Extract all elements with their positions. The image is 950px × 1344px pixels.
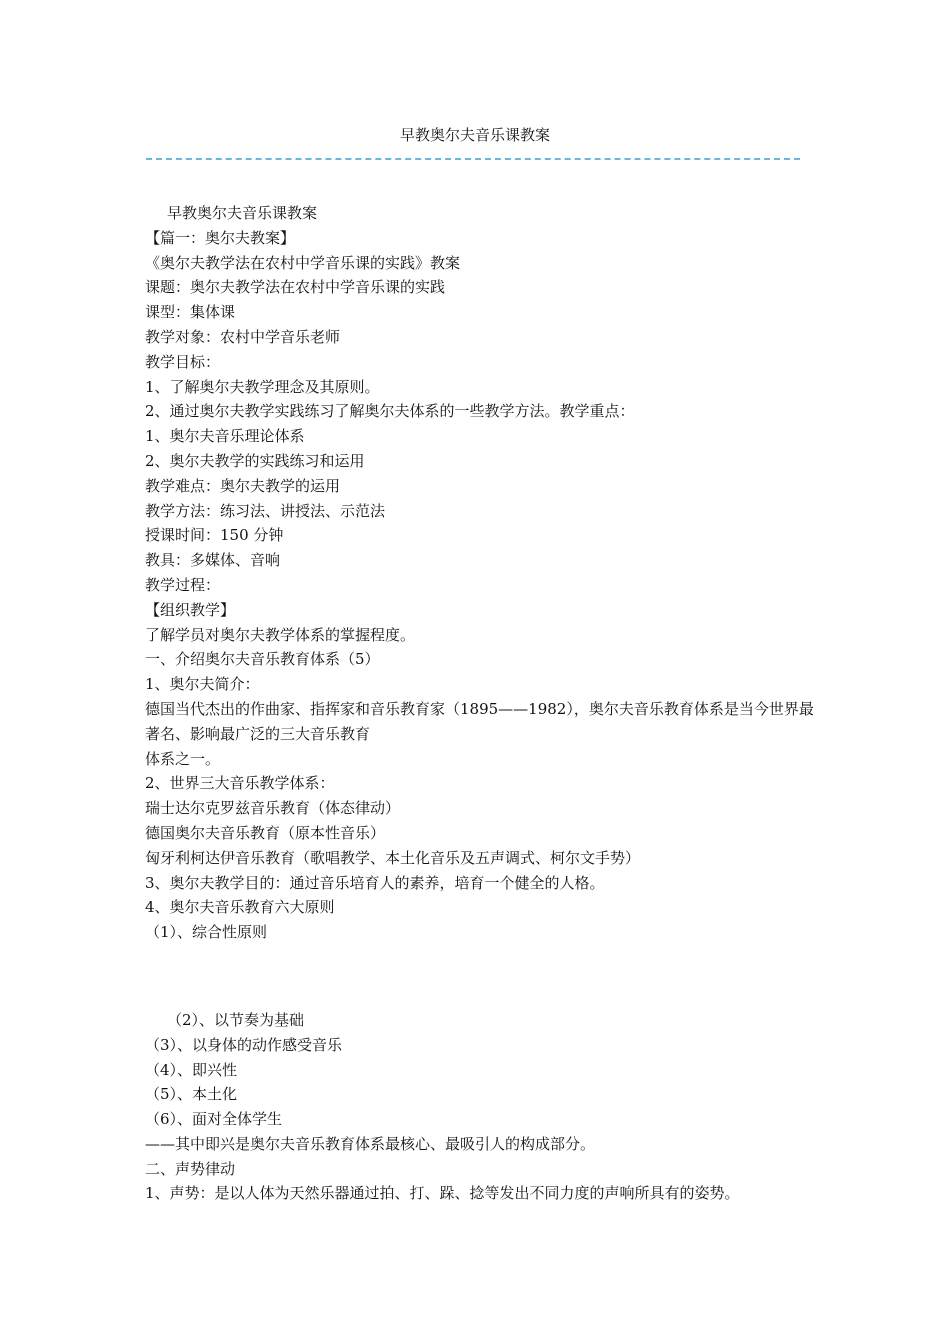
text-line: 【篇一：奥尔夫教案】 xyxy=(145,228,296,247)
body-heading: 早教奥尔夫音乐课教案 xyxy=(167,204,318,222)
text-line: 了解学员对奥尔夫教学体系的掌握程度。 xyxy=(145,625,416,644)
text-line: 教具：多媒体、音响 xyxy=(145,551,281,570)
text-line: 1、奥尔夫音乐理论体系 xyxy=(145,427,305,446)
document-body xyxy=(145,201,825,1206)
text-line: 1、奥尔夫简介： xyxy=(145,675,260,694)
text-line: （3）、以身体的动作感受音乐 xyxy=(145,1035,343,1054)
document-title: 早教奥尔夫音乐课教案 xyxy=(399,126,550,144)
text-line: （6）、面对全体学生 xyxy=(145,1110,283,1129)
text-line: 《奥尔夫教学法在农村中学音乐课的实践》教案 xyxy=(145,253,461,272)
text-line: 教学对象：农村中学音乐老师 xyxy=(145,327,341,346)
text-line: （5）、本土化 xyxy=(145,1085,238,1104)
text-line: 4、奥尔夫音乐教育六大原则 xyxy=(145,898,335,917)
text-line: （2）、以节奏为基础 xyxy=(167,1010,305,1029)
text-line: 1、声势：是以人体为天然乐器通过拍、打、跺、捻等发出不同力度的声响所具有的姿势。 xyxy=(145,1184,740,1203)
text-line: 二、声势律动 xyxy=(145,1159,236,1178)
text-line: 瑞士达尔克罗兹音乐教育（体态律动） xyxy=(145,799,401,818)
text-line: 【组织教学】 xyxy=(145,600,236,619)
text-line: 1、了解奥尔夫教学理念及其原则。 xyxy=(145,377,380,396)
text-line: 教学方法：练习法、讲授法、示范法 xyxy=(145,501,386,520)
page-gap xyxy=(145,945,825,1008)
text-line: （4）、即兴性 xyxy=(145,1060,238,1079)
text-line: 体系之一。 xyxy=(145,749,221,768)
text-line: 3、奥尔夫教学目的：通过音乐培育人的素养，培育一个健全的人格。 xyxy=(145,873,605,892)
text-line: 德国奥尔夫音乐教育（原本性音乐） xyxy=(145,823,386,842)
text-line: 课题：奥尔夫教学法在农村中学音乐课的实践 xyxy=(145,278,446,297)
text-line: 教学目标： xyxy=(145,352,221,371)
text-line: ——其中即兴是奥尔夫音乐教育体系最核心、最吸引人的构成部分。 xyxy=(145,1134,596,1153)
text-line: 2、世界三大音乐教学体系： xyxy=(145,774,335,793)
text-line: （1）、综合性原则 xyxy=(145,923,268,942)
dashed-divider xyxy=(146,158,800,160)
text-line: 匈牙利柯达伊音乐教育（歌唱教学、本土化音乐及五声调式、柯尔文手势） xyxy=(145,848,641,867)
text-line: 课型：集体课 xyxy=(145,303,236,322)
text-line: 2、通过奥尔夫教学实践练习了解奥尔夫体系的一些教学方法。教学重点： xyxy=(145,402,635,421)
text-line: 教学难点：奥尔夫教学的运用 xyxy=(145,476,341,495)
text-line: 2、奥尔夫教学的实践练习和运用 xyxy=(145,451,365,470)
text-paragraph: 德国当代杰出的作曲家、指挥家和音乐教育家（1895——1982），奥尔夫音乐教育体系是当今世界最著名、影响最广泛的三大音乐教育 xyxy=(145,699,814,743)
text-line: 教学过程： xyxy=(145,575,221,594)
text-line: 授课时间：150 分钟 xyxy=(145,526,284,545)
text-line: 一、介绍奥尔夫音乐教育体系（5） xyxy=(145,650,380,669)
